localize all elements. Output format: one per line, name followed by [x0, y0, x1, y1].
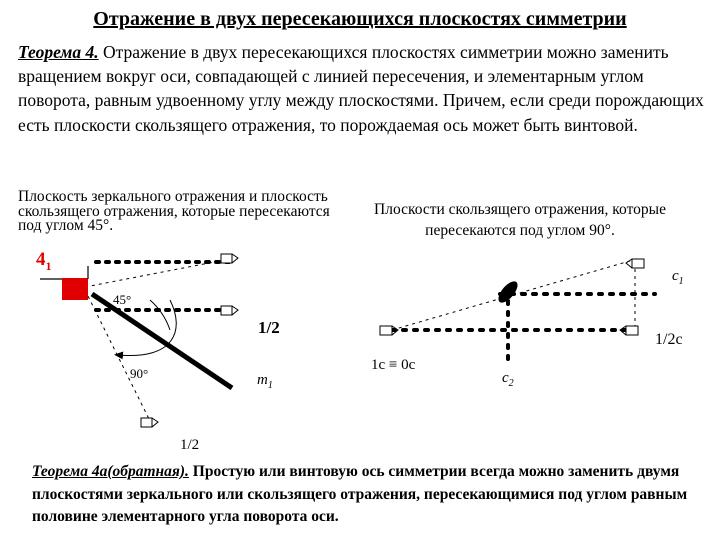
page-title: Отражение в двух пересекающихся плоскостях симметрии [93, 8, 627, 30]
c1-main: c [672, 268, 679, 284]
right-figure-caption: Плоскости скользящего отражения, которые пересекаются под углом 90°. [374, 201, 666, 239]
c2-main: c [502, 370, 509, 386]
half-c-label: 1/2c [655, 331, 683, 348]
lc-equiv-label: 1c ≡ 0c [371, 357, 416, 373]
half-top-label: 1/2 [258, 318, 280, 337]
theorem-4a-body: Простую или винтовую ось симметрии всегда можно заменить двумя плоскостями зеркального или скользящего отражения, пересекающимися под углом равным половине элементарного угла поворота оси. [32, 463, 688, 525]
arc-45 [150, 300, 170, 330]
theorem-4-heading: Теорема 4. [18, 42, 99, 62]
angle-90-label: 90° [130, 366, 149, 381]
mirror-sub-label: 1 [267, 380, 273, 391]
c1-label [672, 268, 684, 287]
glide-symbol-top [221, 254, 238, 263]
c1-sub: 1 [678, 276, 684, 287]
c2-sub: 2 [508, 378, 514, 389]
axis-label-main: 4 [36, 249, 46, 270]
glide-symbol-c1 [626, 259, 644, 268]
left-figure-caption: Плоскость зеркального отражения и плоскость скользящего отражения, которые пересекаются под углом 45°. [18, 188, 330, 234]
right-diagram [380, 258, 655, 362]
theorem-4a [32, 461, 712, 529]
mirror-m1-label [257, 372, 273, 391]
c2-label [502, 370, 514, 389]
angle-45-label: 45° [113, 292, 132, 307]
theorem-4a-heading: Теорема 4а(обратная). [32, 463, 189, 480]
theorem-4-body: Отражение в двух пересекающихся плоскостях симметрии можно заменить вращением вокруг оси, совпадающей с линией пересечения, и элементарным углом поворота, равным удвоенному углу между плоскостями. Причем, если среди порождающих есть плоскости скользящего отражения, то порождаемая ось может быть винтовой. [18, 42, 704, 135]
mirror-m-label: m [257, 372, 268, 388]
axis-label-sub: 1 [45, 258, 52, 273]
glide-symbol-bottom [141, 418, 158, 427]
glide-symbol-half [221, 306, 238, 315]
half-bottom-label: 1/2 [180, 437, 200, 453]
mirror-plane-m1 [92, 294, 232, 388]
axis-label-4-1 [36, 249, 52, 274]
axis-4-1-symbol [62, 278, 88, 300]
left-diagram [40, 254, 238, 427]
